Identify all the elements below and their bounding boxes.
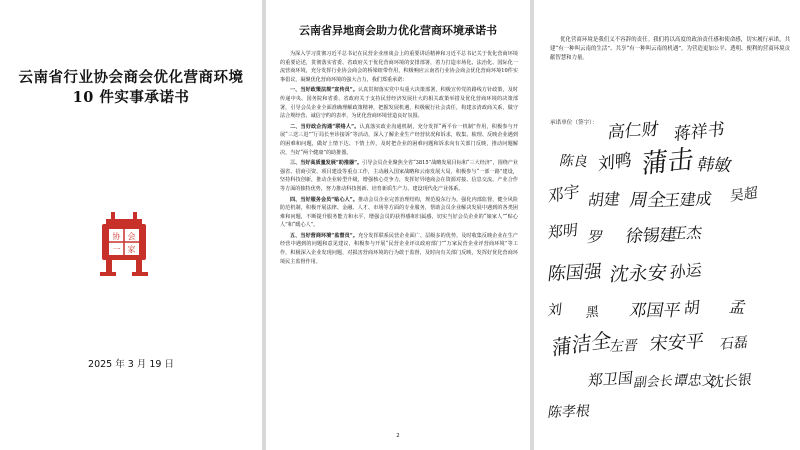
handwritten-signature: 副会长 — [632, 373, 674, 392]
handwritten-signature: 陈国强 — [546, 261, 604, 286]
handwritten-signature: 周全 — [627, 190, 668, 211]
section-heading: 五、当好营商环境“监督员”。 — [290, 232, 358, 239]
seal-char-4: 家 — [127, 245, 136, 254]
page-number: 2 — [396, 433, 400, 439]
handwritten-signature: 邓国平 — [627, 301, 683, 321]
handwritten-signature: 沈永安 — [608, 261, 669, 287]
cover-title — [0, 68, 262, 108]
handwritten-signature: 吴超 — [729, 184, 758, 206]
handwritten-signature: 郑明 — [547, 220, 579, 243]
commitment-title: 云南省异地商会助力优化营商环境承诺书 — [299, 24, 497, 37]
handwritten-signature: 胡 — [683, 297, 701, 319]
paragraph-text: 引导会员企业聚焦全省“3815”战略发展目标和“三大经济”，围绕产业强省、招商引资、项目建设等重点工作，主动融入国家战略和云南发展大局，积极参与“一部一路”建设，坚持科技创新，推动企业转型升级，增强核心竞争力，发挥好异地商会在资源对接、信息交流、产业合作等方面的独特优势，努力推动科技创新、培育新质生产力、建设现代化产业体系。 — [280, 160, 518, 192]
cover-page — [0, 0, 262, 450]
signature-intro — [550, 36, 790, 63]
signature-intro-text: 优化营商环境是我们义不容辞的责任。我们将以高度的政治责任感和使命感，切实履行承诺，共建“有一种叫云南的生活”、共享“有一种叫云南的机遇”，为营造更加公平、透明、便利的营商环境贡献智慧和力量。 — [550, 37, 790, 61]
handwritten-signature: 宋安平 — [648, 331, 706, 356]
handwritten-signature: 刘鸭 — [597, 150, 632, 176]
paragraph-text: 为深入学习贯彻习近平总书记在民营企业座谈会上的重要讲话精神和习近平总书记关于优化营商环境的重要论述，贯彻落实省委、省政府关于优化营商环境的安排部署，着力打造市场化、法治化、国际化一流营商环境，充分发挥行业协会商会的桥梁纽带作用，积极响应云南省行业协会商会优化营商环境10件实事倡议，凝聚优化营商环境的强大合力，我们郑重承诺： — [280, 51, 518, 83]
handwritten-signature: 王建成 — [662, 189, 714, 211]
handwritten-signature: 陈孝根 — [546, 403, 591, 422]
handwritten-signature: 孟 — [727, 297, 749, 317]
commitment-paragraph-intro — [280, 50, 518, 84]
cover-title-line1: 云南省行业协会商会优化营商环境 — [18, 69, 244, 86]
section-heading: 二、当好政企沟通“联络人”。 — [290, 123, 360, 130]
handwritten-signature: 胡建 — [586, 189, 622, 211]
handwritten-signature: 刘 — [547, 301, 563, 320]
handwritten-signature: 左晋 — [608, 337, 639, 356]
commitment-paragraph-1 — [280, 86, 518, 120]
section-heading: 三、当好高质量发展“助推器”。 — [290, 160, 363, 167]
handwritten-signature: 石磊 — [719, 334, 749, 354]
handwritten-signature: 沈长银 — [709, 372, 753, 392]
handwritten-signature: 蒲洁全 — [551, 327, 612, 361]
section-heading: 四、当好服务会员“贴心人”。 — [290, 196, 358, 203]
handwritten-signature: 邓宇 — [548, 181, 580, 207]
commitment-page — [266, 0, 530, 450]
association-seal-emblem — [96, 210, 152, 278]
paragraph-text: 认真贯彻落实党中央重大决策部署，积极宣传党的路线方针政策，及时传递中央、国务院和省委、省政府关于支持民营经济发展壮大的相关政策举措及优化营商环境的决策部署，引导会员企业全面准确理解政策精神，把握发展机遇，积极履行社会责任，构建亲清政商关系，做守法合规经营、诚信守约的表率，为优化营商环境营造良好氛围。 — [280, 87, 518, 120]
commitment-paragraph-2 — [280, 123, 518, 157]
seal-char-1: 协 — [112, 232, 121, 241]
handwritten-signature: 谭忠文 — [672, 373, 718, 389]
paragraph-text: 推动会员企业完善治理结构，规范股东行为，强化内部监督，健全风险防范机制，积极开展法律、金融、人才、市场等方面的专业服务，帮助会员企业解决发展中遇到的各类困难和问题，不断提升服务能力和水平，增强会员的获得感和归属感，切实当好会员企业的“娘家人”“贴心人”和“暖心人”。 — [280, 196, 518, 229]
handwritten-signature: 徐锡建 — [624, 225, 679, 248]
paragraph-text: 认真落实政企沟通机制，充分发挥“两平台一机制”作用，积极参与开展“三送三进”“厅局长坐诊接诉”等活动，深入了解企业生产经营状况和诉求，收集、梳理、反映企业遇到的困难和问题，做好上情下达、下情上传，及时把企业的困难问题和诉求向有关部门反映，推动问题解决，当好“两个健康”的助推器。 — [280, 123, 518, 156]
paragraph-text: 充分发挥联系民营企业面广、层级多的优势，及时收集反映企业在生产经营中遇到的问题和意见建议，积极参与开展“民营企业评议政府部门”“万家民营企业评营商环境”等工作，积极深入企业发现问题，对损害营商环境的行为敢于监督，及时向有关部门反映，发挥好优化营商环境民主监督作用。 — [280, 232, 518, 265]
handwritten-signature: 陈良 — [557, 153, 590, 171]
cover-title-line2: 10 件实事承诺书 — [72, 89, 190, 106]
handwritten-signature: 王杰 — [670, 224, 704, 242]
cover-date: 2025 年 3 月 19 日 — [88, 359, 174, 370]
handwritten-signature: 孙运 — [669, 260, 703, 283]
handwritten-signature: 黑 — [585, 304, 600, 322]
commitment-body — [280, 50, 518, 268]
commitment-paragraph-5 — [280, 232, 518, 266]
handwritten-signature: 罗 — [585, 228, 605, 247]
seal-char-3: 一 — [112, 245, 121, 254]
handwritten-signature: 蒲击 — [640, 144, 695, 181]
seal-char-2: 会 — [127, 232, 136, 241]
commitment-paragraph-3 — [280, 159, 518, 193]
handwritten-signature: 郑卫国 — [586, 368, 634, 391]
section-heading: 一、当好政策法规“宣传员”。 — [290, 87, 358, 94]
signature-page — [534, 0, 800, 450]
commitment-paragraph-4 — [280, 196, 518, 230]
handwritten-signature: 韩敏 — [695, 155, 734, 177]
handwritten-signature: 高仁财 — [606, 119, 660, 144]
signature-label: 承诺单位（签字）： — [550, 120, 598, 126]
handwritten-signature: 蒋祥书 — [673, 119, 726, 146]
